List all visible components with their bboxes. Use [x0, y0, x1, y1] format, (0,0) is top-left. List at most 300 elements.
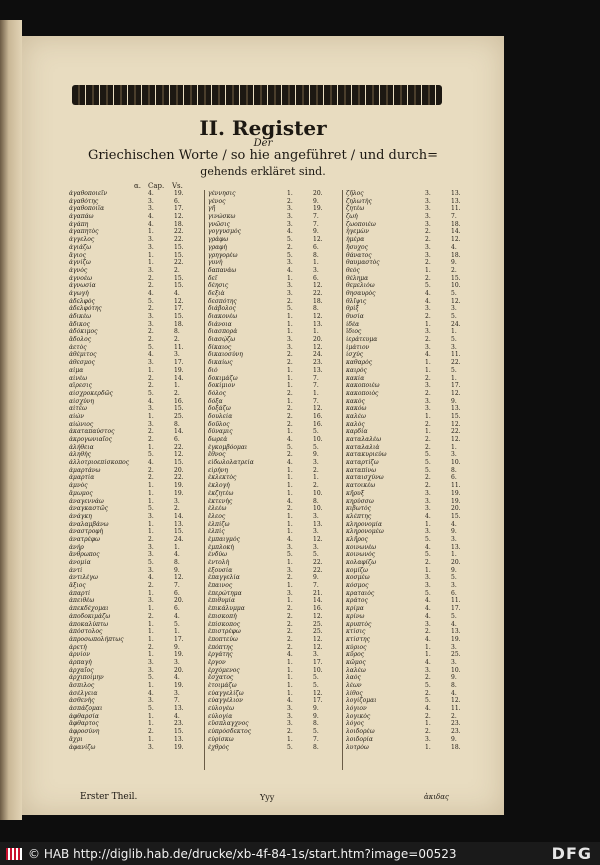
entry-chapter: 2.: [287, 605, 293, 613]
register-entry: [205, 451, 343, 459]
entry-word: ἀετὸς: [69, 343, 87, 351]
entry-word: ἔθνος: [208, 451, 226, 459]
register-entry: [66, 582, 204, 590]
entry-chapter: 3.: [425, 305, 431, 313]
entry-verse: 15.: [174, 405, 184, 413]
register-entry: [343, 720, 481, 728]
entry-chapter: 5.: [425, 451, 431, 459]
entry-chapter: 2.: [148, 728, 154, 736]
entry-word: καταπίνω: [346, 466, 377, 474]
entry-verse: 2.: [174, 266, 180, 274]
register-entry: [343, 474, 481, 482]
entry-verse: 4.: [451, 520, 457, 528]
entry-verse: 6.: [451, 474, 457, 482]
entry-chapter: 2.: [148, 336, 154, 344]
entry-chapter: 2.: [287, 359, 293, 367]
entry-chapter: 3.: [148, 313, 154, 320]
register-entry: [205, 267, 343, 275]
entry-word: κατακυριεύω: [346, 451, 387, 459]
entry-chapter: 1.: [148, 720, 154, 728]
entry-verse: 23.: [451, 720, 461, 728]
entry-word: λοιδορία: [346, 735, 373, 743]
entry-verse: 5.: [313, 674, 319, 682]
entry-word: ἐλπὶς: [208, 528, 225, 536]
register-entry: [205, 444, 343, 452]
entry-verse: 7.: [313, 735, 319, 743]
entry-chapter: 3.: [148, 551, 154, 559]
entry-word: δεσπότης: [208, 297, 237, 305]
register-entry: [343, 736, 481, 744]
entry-chapter: 3.: [425, 735, 431, 743]
entry-chapter: 4.: [425, 705, 431, 713]
entry-word: γῆ: [208, 205, 216, 213]
register-entry: [343, 459, 481, 467]
entry-word: εὐαγγέλιον: [208, 697, 243, 705]
entry-verse: 2.: [313, 466, 319, 474]
entry-verse: 3.: [451, 643, 457, 651]
entry-word: ἐπισκοπὴ: [208, 612, 237, 620]
entry-word: διασῴζω: [208, 336, 236, 344]
entry-verse: 19.: [174, 651, 184, 659]
entry-verse: 18.: [451, 220, 461, 228]
entry-chapter: 1.: [287, 274, 293, 282]
entry-chapter: 1.: [287, 528, 293, 536]
entry-verse: 12.: [174, 297, 184, 305]
entry-word: θρὶξ: [346, 305, 359, 313]
entry-verse: 8.: [174, 420, 180, 428]
register-entry: [205, 413, 343, 421]
register-column-1: [66, 190, 204, 770]
entry-chapter: 3.: [148, 266, 154, 274]
register-entry: [66, 444, 204, 452]
entry-chapter: 1.: [148, 412, 154, 420]
entry-verse: 2.: [313, 482, 319, 490]
entry-word: ζητέω: [346, 205, 365, 213]
entry-verse: 13.: [313, 520, 323, 528]
entry-verse: 12.: [313, 343, 323, 351]
entry-word: θεὸς: [346, 266, 360, 274]
register-entry: [66, 236, 204, 244]
entry-word: ἁγιάζω: [69, 243, 92, 251]
entry-verse: 13.: [313, 366, 323, 374]
register-entry: [343, 259, 481, 267]
entry-chapter: 2.: [425, 728, 431, 736]
register-entry: [343, 205, 481, 213]
entry-word: κρίμα: [346, 605, 364, 613]
entry-chapter: 2.: [425, 336, 431, 344]
entry-word: δουλεία: [208, 412, 233, 420]
entry-chapter: 3.: [287, 343, 293, 351]
register-entry: [343, 628, 481, 636]
entry-verse: 8.: [313, 720, 319, 728]
entry-chapter: 3.: [148, 243, 154, 251]
entry-verse: 8.: [313, 743, 319, 751]
entry-word: ἀδελφὸς: [69, 297, 95, 305]
entry-verse: 19.: [174, 366, 184, 374]
entry-verse: 19.: [451, 489, 461, 497]
register-entry: [205, 697, 343, 705]
entry-word: κατοικέω: [346, 482, 376, 490]
register-entry: [205, 567, 343, 575]
entry-verse: 1.: [174, 382, 180, 390]
entry-chapter: 1.: [148, 259, 154, 267]
entry-verse: 12.: [313, 405, 323, 413]
entry-chapter: 1.: [148, 497, 154, 505]
register-entry: [66, 513, 204, 521]
register-entry: [343, 605, 481, 613]
entry-word: ἀνατρέφω: [69, 535, 100, 543]
entry-chapter: 5.: [425, 466, 431, 474]
register-entry: [205, 321, 343, 329]
entry-verse: 6.: [313, 243, 319, 251]
entry-word: ζωὴ: [346, 213, 358, 221]
entry-word: κοινωνὸς: [346, 551, 376, 559]
entry-verse: 7.: [313, 382, 319, 390]
register-entry: [205, 213, 343, 221]
register-entry: [343, 713, 481, 721]
entry-verse: 7.: [313, 397, 319, 405]
entry-word: ἀπαρτί: [69, 589, 91, 597]
entry-verse: 3.: [174, 689, 180, 697]
entry-verse: 23.: [174, 720, 184, 728]
entry-chapter: 2.: [148, 466, 154, 474]
entry-chapter: 1.: [287, 320, 293, 328]
register-entry: [205, 574, 343, 582]
entry-chapter: 1.: [148, 635, 154, 643]
entry-word: διάνοια: [208, 320, 232, 328]
entry-chapter: 2.: [148, 382, 154, 390]
register-entry: [205, 644, 343, 652]
entry-word: ἀγγελος: [69, 236, 95, 244]
register-entry: [343, 567, 481, 575]
entry-chapter: 2.: [425, 259, 431, 267]
entry-word: ἐλεέω: [208, 505, 227, 513]
entry-chapter: 1.: [148, 620, 154, 628]
entry-chapter: 3.: [425, 574, 431, 582]
entry-word: λαὸς: [346, 674, 361, 682]
entry-chapter: 3.: [148, 543, 154, 551]
entry-chapter: 1.: [425, 428, 431, 436]
entry-verse: 3.: [313, 543, 319, 551]
register-entry: [205, 390, 343, 398]
entry-verse: 14.: [313, 597, 323, 605]
register-entry: [205, 375, 343, 383]
entry-word: ἁμαρτία: [69, 474, 95, 482]
entry-verse: 15.: [174, 243, 184, 251]
entry-word: ἀγαθότης: [69, 197, 99, 205]
register-entry: [343, 613, 481, 621]
entry-word: ἀναγκαστῶς: [69, 505, 108, 513]
register-entry: [205, 605, 343, 613]
entry-chapter: 1.: [287, 428, 293, 436]
entry-chapter: 3.: [287, 282, 293, 290]
register-entry: [66, 413, 204, 421]
entry-verse: 1.: [451, 328, 457, 336]
register-entry: [343, 275, 481, 283]
register-entry: [343, 190, 481, 198]
entry-chapter: 2.: [148, 436, 154, 443]
entry-word: λογικὸς: [346, 712, 371, 720]
entry-verse: 10.: [451, 282, 461, 290]
entry-word: κράτος: [346, 597, 368, 605]
entry-verse: 17.: [174, 205, 184, 213]
register-entry: [343, 667, 481, 675]
register-entry: [66, 697, 204, 705]
register-entry: [343, 697, 481, 705]
entry-verse: 8.: [174, 559, 180, 566]
register-entry: [343, 590, 481, 598]
entry-verse: 9.: [451, 397, 457, 405]
entry-chapter: 4.: [148, 351, 154, 359]
register-entry: [205, 536, 343, 544]
register-entry: [66, 628, 204, 636]
title-line-2: Griechischen Worte / so hie angeführet / und durch=: [88, 148, 438, 163]
entry-verse: 12.: [451, 389, 461, 397]
entry-verse: 19.: [174, 482, 184, 490]
entry-verse: 20.: [451, 505, 461, 513]
entry-word: κηρύσσω: [346, 497, 374, 505]
register-entry: [66, 259, 204, 267]
entry-verse: 13.: [451, 543, 461, 551]
entry-chapter: 4.: [425, 605, 431, 613]
register-entry: [205, 221, 343, 229]
entry-word: κακὸς: [346, 397, 365, 405]
entry-chapter: 3.: [425, 213, 431, 221]
entry-verse: 5.: [451, 336, 457, 344]
entry-word: ἐποπτεύω: [208, 635, 238, 643]
title-der: Der: [253, 138, 273, 149]
register-entry: [343, 544, 481, 552]
register-entry: [66, 190, 204, 198]
entry-chapter: 2.: [287, 612, 293, 620]
entry-chapter: 1.: [425, 359, 431, 367]
entry-word: θέλημα: [346, 274, 369, 282]
entry-verse: 12.: [174, 574, 184, 582]
entry-verse: 12.: [313, 643, 323, 651]
entry-chapter: 1.: [287, 474, 293, 482]
entry-verse: 3.: [451, 305, 457, 313]
register-entry: [66, 205, 204, 213]
register-entry: [343, 467, 481, 475]
entry-chapter: 5.: [148, 343, 154, 351]
register-entry: [343, 451, 481, 459]
entry-verse: 20.: [174, 666, 184, 674]
entry-verse: 15.: [174, 282, 184, 290]
column-head-vs: Vs.: [172, 182, 183, 190]
register-entry: [66, 244, 204, 252]
entry-verse: 8.: [313, 251, 319, 259]
register-entry: [66, 313, 204, 321]
entry-word: ζωοποιέω: [346, 220, 376, 228]
entry-chapter: 2.: [287, 297, 293, 305]
entry-chapter: 2.: [425, 374, 431, 382]
register-entry: [205, 344, 343, 352]
entry-chapter: 1.: [287, 582, 293, 590]
entry-word: ἀγνοέω: [69, 274, 93, 282]
register-entry: [205, 667, 343, 675]
entry-verse: 11.: [451, 205, 461, 213]
entry-word: ἐκλεκτὸς: [208, 474, 237, 482]
entry-verse: 6.: [451, 589, 457, 597]
register-entry: [205, 490, 343, 498]
entry-chapter: 3.: [425, 197, 431, 205]
register-entry: [343, 621, 481, 629]
entry-chapter: 3.: [425, 405, 431, 413]
dfg-logo: DFG: [551, 844, 592, 863]
entry-chapter: 1.: [287, 658, 293, 666]
entry-verse: 2.: [174, 336, 180, 344]
entry-word: ἡμέρα: [346, 236, 365, 244]
entry-verse: 1.: [313, 328, 319, 336]
entry-word: ἀφροσύνη: [69, 728, 100, 736]
entry-chapter: 3.: [425, 251, 431, 259]
entry-verse: 9.: [451, 259, 457, 267]
entry-chapter: 5.: [425, 551, 431, 559]
entry-chapter: 3.: [287, 712, 293, 720]
entry-verse: 13.: [174, 705, 184, 713]
entry-chapter: 1.: [148, 605, 154, 613]
entry-verse: 16.: [313, 412, 323, 420]
entry-verse: 12.: [451, 420, 461, 428]
entry-verse: 19.: [174, 190, 184, 197]
entry-verse: 2.: [174, 389, 180, 397]
entry-word: ἀφθαρσία: [69, 712, 99, 720]
entry-chapter: 4.: [287, 266, 293, 274]
entry-word: διάβολος: [208, 305, 236, 313]
entry-word: κῶμος: [346, 658, 366, 666]
entry-chapter: 1.: [148, 443, 154, 451]
entry-chapter: 4.: [287, 436, 293, 443]
entry-chapter: 3.: [425, 190, 431, 197]
entry-word: κτίστης: [346, 635, 370, 643]
entry-word: αἰσχύνη: [69, 397, 95, 405]
register-entry: [343, 351, 481, 359]
credit-link[interactable]: © HAB http://diglib.hab.de/drucke/xb-4f-84-1s/start.htm?image=00523: [28, 846, 457, 861]
entry-verse: 17.: [174, 305, 184, 313]
entry-chapter: 2.: [148, 643, 154, 651]
entry-word: γραφὴ: [208, 243, 227, 251]
entry-chapter: 1.: [287, 520, 293, 528]
entry-chapter: 2.: [148, 274, 154, 282]
entry-chapter: 5.: [148, 705, 154, 713]
entry-chapter: 1.: [287, 328, 293, 336]
entry-verse: 11.: [451, 351, 461, 359]
register-entry: [66, 375, 204, 383]
entry-word: ἀθέμιτος: [69, 351, 97, 359]
entry-word: ἐπαγγελία: [208, 574, 240, 582]
entry-word: ἀναγεννάω: [69, 497, 104, 505]
entry-word: θεμελιόω: [346, 282, 375, 290]
entry-word: γινώσκω: [208, 213, 236, 221]
entry-chapter: 2.: [425, 313, 431, 320]
entry-verse: 11.: [451, 597, 461, 605]
entry-word: γένος: [208, 197, 226, 205]
register-entry: [66, 659, 204, 667]
register-entry: [66, 682, 204, 690]
register-entry: [343, 405, 481, 413]
entry-word: ἀρνίον: [69, 651, 90, 659]
entry-chapter: 3.: [425, 528, 431, 536]
register-entry: [66, 213, 204, 221]
entry-word: εὑρίσκω: [208, 735, 234, 743]
register-entry: [343, 728, 481, 736]
entry-chapter: 3.: [148, 236, 154, 244]
entry-chapter: 5.: [148, 451, 154, 459]
entry-verse: 20.: [313, 336, 323, 344]
entry-chapter: 1.: [287, 512, 293, 520]
entry-verse: 17.: [174, 635, 184, 643]
entry-verse: 19.: [174, 489, 184, 497]
entry-word: ἀντί: [69, 566, 83, 574]
register-entry: [205, 521, 343, 529]
entry-chapter: 1.: [148, 528, 154, 536]
entry-chapter: 1.: [287, 374, 293, 382]
register-entry: [66, 298, 204, 306]
register-entry: [343, 290, 481, 298]
entry-verse: 18.: [451, 251, 461, 259]
entry-chapter: 4.: [425, 612, 431, 620]
entry-chapter: 3.: [287, 205, 293, 213]
entry-verse: 17.: [451, 382, 461, 390]
register-entry: [343, 198, 481, 206]
register-entry: [343, 428, 481, 436]
entry-word: αἰσχροκερδῶς: [69, 389, 113, 397]
entry-chapter: 2.: [425, 474, 431, 482]
entry-word: ἀγνωσία: [69, 282, 96, 290]
entry-word: ἀσέλγεια: [69, 689, 98, 697]
entry-word: ἀλλοτριοεπίσκοπος: [69, 459, 130, 467]
register-entry: [343, 559, 481, 567]
register-entry: [66, 744, 204, 752]
register-entry: [66, 267, 204, 275]
entry-verse: 1.: [313, 389, 319, 397]
entry-word: ἄμωμος: [69, 489, 93, 497]
register-entry: [66, 336, 204, 344]
register-entry: [343, 382, 481, 390]
entry-verse: 23.: [313, 359, 323, 367]
entry-verse: 14.: [451, 228, 461, 236]
register-entry: [343, 267, 481, 275]
entry-chapter: 1.: [287, 466, 293, 474]
entry-word: ἀποδοκιμάζω: [69, 612, 111, 620]
entry-verse: 5.: [451, 313, 457, 320]
entry-chapter: 2.: [425, 443, 431, 451]
register-entry: [205, 559, 343, 567]
register-entry: [205, 651, 343, 659]
register-entry: [343, 636, 481, 644]
register-entry: [205, 205, 343, 213]
entry-verse: 17.: [313, 697, 323, 705]
entry-verse: 19.: [313, 205, 323, 213]
entry-word: ἐπικάλυμμα: [208, 605, 245, 613]
entry-chapter: 2.: [148, 612, 154, 620]
entry-verse: 15.: [174, 728, 184, 736]
entry-chapter: 3.: [425, 382, 431, 390]
entry-chapter: 1.: [425, 366, 431, 374]
entry-word: ἀρχαῖος: [69, 666, 94, 674]
entry-word: ἐκτενὴς: [208, 497, 233, 505]
entry-word: δεξιὰ: [208, 289, 225, 297]
entry-word: ἰδέα: [346, 320, 360, 328]
register-entry: [205, 744, 343, 752]
entry-verse: 13.: [451, 628, 461, 636]
register-entry: [343, 597, 481, 605]
entry-verse: 4.: [174, 289, 180, 297]
column-head-alpha: α.: [134, 182, 141, 190]
entry-chapter: 2.: [287, 635, 293, 643]
entry-word: ἀδελφότης: [69, 305, 102, 313]
register-entry: [343, 574, 481, 582]
